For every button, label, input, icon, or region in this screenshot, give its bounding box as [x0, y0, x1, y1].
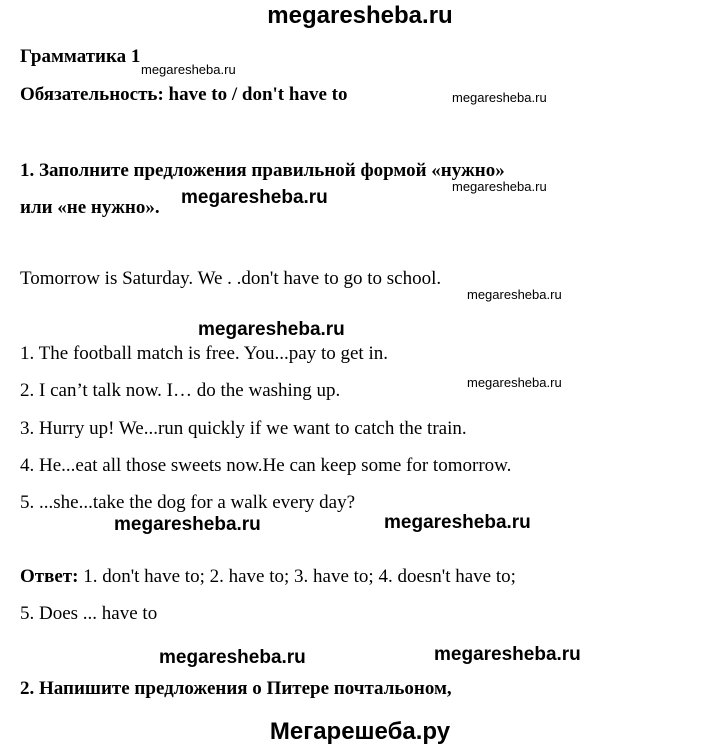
watermark: megaresheba.ru: [141, 62, 236, 77]
exercise-item: 5. ...she...take the dog for a walk every day?: [20, 492, 356, 513]
exercise-item: 3. Hurry up! We...run quickly if we want to catch the train.: [20, 418, 467, 439]
exercise1-title-line2: или «не нужно».: [20, 197, 160, 218]
watermark: megaresheba.ru: [181, 187, 328, 208]
watermark: megaresheba.ru: [198, 319, 345, 340]
watermark: megaresheba.ru: [434, 644, 581, 665]
answer-line1: [20, 566, 516, 588]
answer-line2: 5. Does ... have to: [20, 603, 158, 624]
watermark: megaresheba.ru: [159, 647, 306, 668]
watermark: megaresheba.ru: [452, 90, 547, 105]
watermark: megaresheba.ru: [467, 287, 562, 302]
watermark: megaresheba.ru: [452, 179, 547, 194]
site-footer: Мегарешеба.ру: [269, 718, 451, 745]
topic-heading: Обязательность: have to / don't have to: [20, 84, 348, 105]
exercise-item: 2. I can’t talk now. I… do the washing up.: [20, 380, 341, 401]
section-title: Грамматика 1: [20, 46, 141, 67]
site-header: megaresheba.ru: [267, 2, 453, 29]
exercise2-title: 2. Напишите предложения о Питере почтальоном,: [20, 678, 452, 699]
watermark: megaresheba.ru: [384, 512, 531, 533]
watermark: megaresheba.ru: [467, 375, 562, 390]
exercise-item: 1. The football match is free. You...pay to get in.: [20, 343, 388, 364]
example-sentence: Tomorrow is Saturday. We . .don't have to go to school.: [20, 268, 442, 289]
exercise1-title-line1: 1. Заполните предложения правильной формой «нужно»: [20, 160, 505, 181]
answer-text: 1. don't have to; 2. have to; 3. have to; 4. doesn't have to;: [78, 566, 516, 587]
exercise-item: 4. He...eat all those sweets now.He can keep some for tomorrow.: [20, 455, 512, 476]
answer-label: Ответ:: [20, 566, 79, 587]
watermark: megaresheba.ru: [114, 514, 261, 535]
